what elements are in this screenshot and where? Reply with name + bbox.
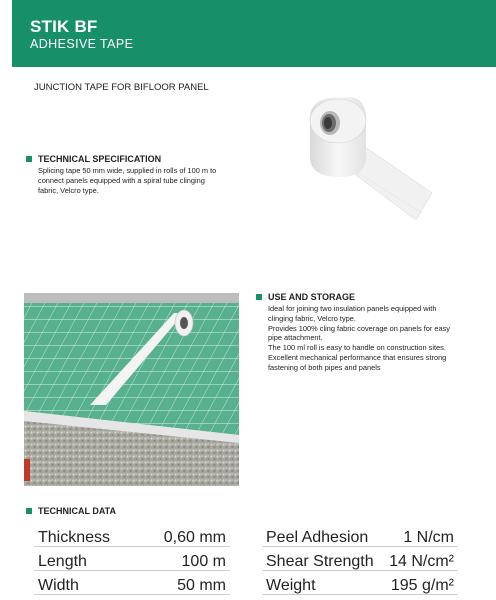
use-storage-line: fastening of both pipes and panels [268, 362, 381, 372]
table-row [34, 570, 230, 595]
table-row [34, 522, 230, 547]
row-value: 14 N/cm² [389, 553, 454, 570]
use-storage-line: Provides 100% cling fabric coverage on panels for easy [268, 323, 450, 333]
tech-spec-heading [26, 154, 161, 164]
product-subtitle: ADHESIVE TAPE [30, 37, 134, 51]
use-storage-line: The 100 ml roll is easy to handle on construction sites. [268, 343, 446, 353]
tech-spec-line: Splicing tape 50 mm wide, supplied in rolls of 100 m to [38, 166, 217, 175]
use-storage-line: Ideal for joining two insulation panels equipped with [268, 304, 437, 313]
row-value: 195 g/m² [390, 577, 454, 594]
row-label: Peel Adhesion [266, 529, 369, 546]
tech-data-heading [26, 506, 116, 516]
row-label: Shear Strength [266, 553, 374, 570]
table-row [34, 546, 230, 571]
header-banner [12, 0, 496, 67]
tape-roll-image [300, 85, 432, 220]
table-row [262, 522, 458, 547]
floor-installation-photo [24, 293, 239, 486]
tech-spec-text [38, 166, 268, 195]
use-storage-line: pipe attachment. [268, 333, 323, 343]
row-label: Weight [266, 577, 316, 594]
row-value: 100 m [181, 553, 226, 570]
bullet-square-icon [256, 294, 262, 300]
row-value: 1 N/cm [403, 529, 454, 546]
use-storage-line: clinging fabric, Velcro type. [268, 313, 356, 323]
use-storage-text [268, 304, 488, 373]
row-value: 0,60 mm [163, 529, 226, 546]
bullet-square-icon [26, 156, 32, 162]
tech-spec-heading-text: TECHNICAL SPECIFICATION [38, 154, 162, 164]
row-label: Length [38, 553, 87, 570]
table-row [262, 570, 458, 595]
row-label: Thickness [38, 529, 111, 546]
table-row [262, 546, 458, 571]
tech-spec-line: fabric, Velcro type. [38, 185, 99, 195]
product-title: STIK BF [30, 17, 98, 36]
use-storage-heading-text: USE AND STORAGE [268, 292, 356, 302]
row-value: 50 mm [177, 577, 226, 594]
tech-data-heading-text: TECHNICAL DATA [38, 506, 116, 516]
use-storage-line: Excellent mechanical performance that ensures strong [268, 352, 447, 362]
row-label: Width [38, 577, 79, 594]
tech-spec-line: connect panels equipped with a spiral tube clinging [38, 175, 205, 185]
bullet-square-icon [26, 508, 32, 514]
product-tagline: JUNCTION TAPE FOR BIFLOOR PANEL [34, 82, 209, 93]
use-storage-heading [256, 292, 355, 302]
